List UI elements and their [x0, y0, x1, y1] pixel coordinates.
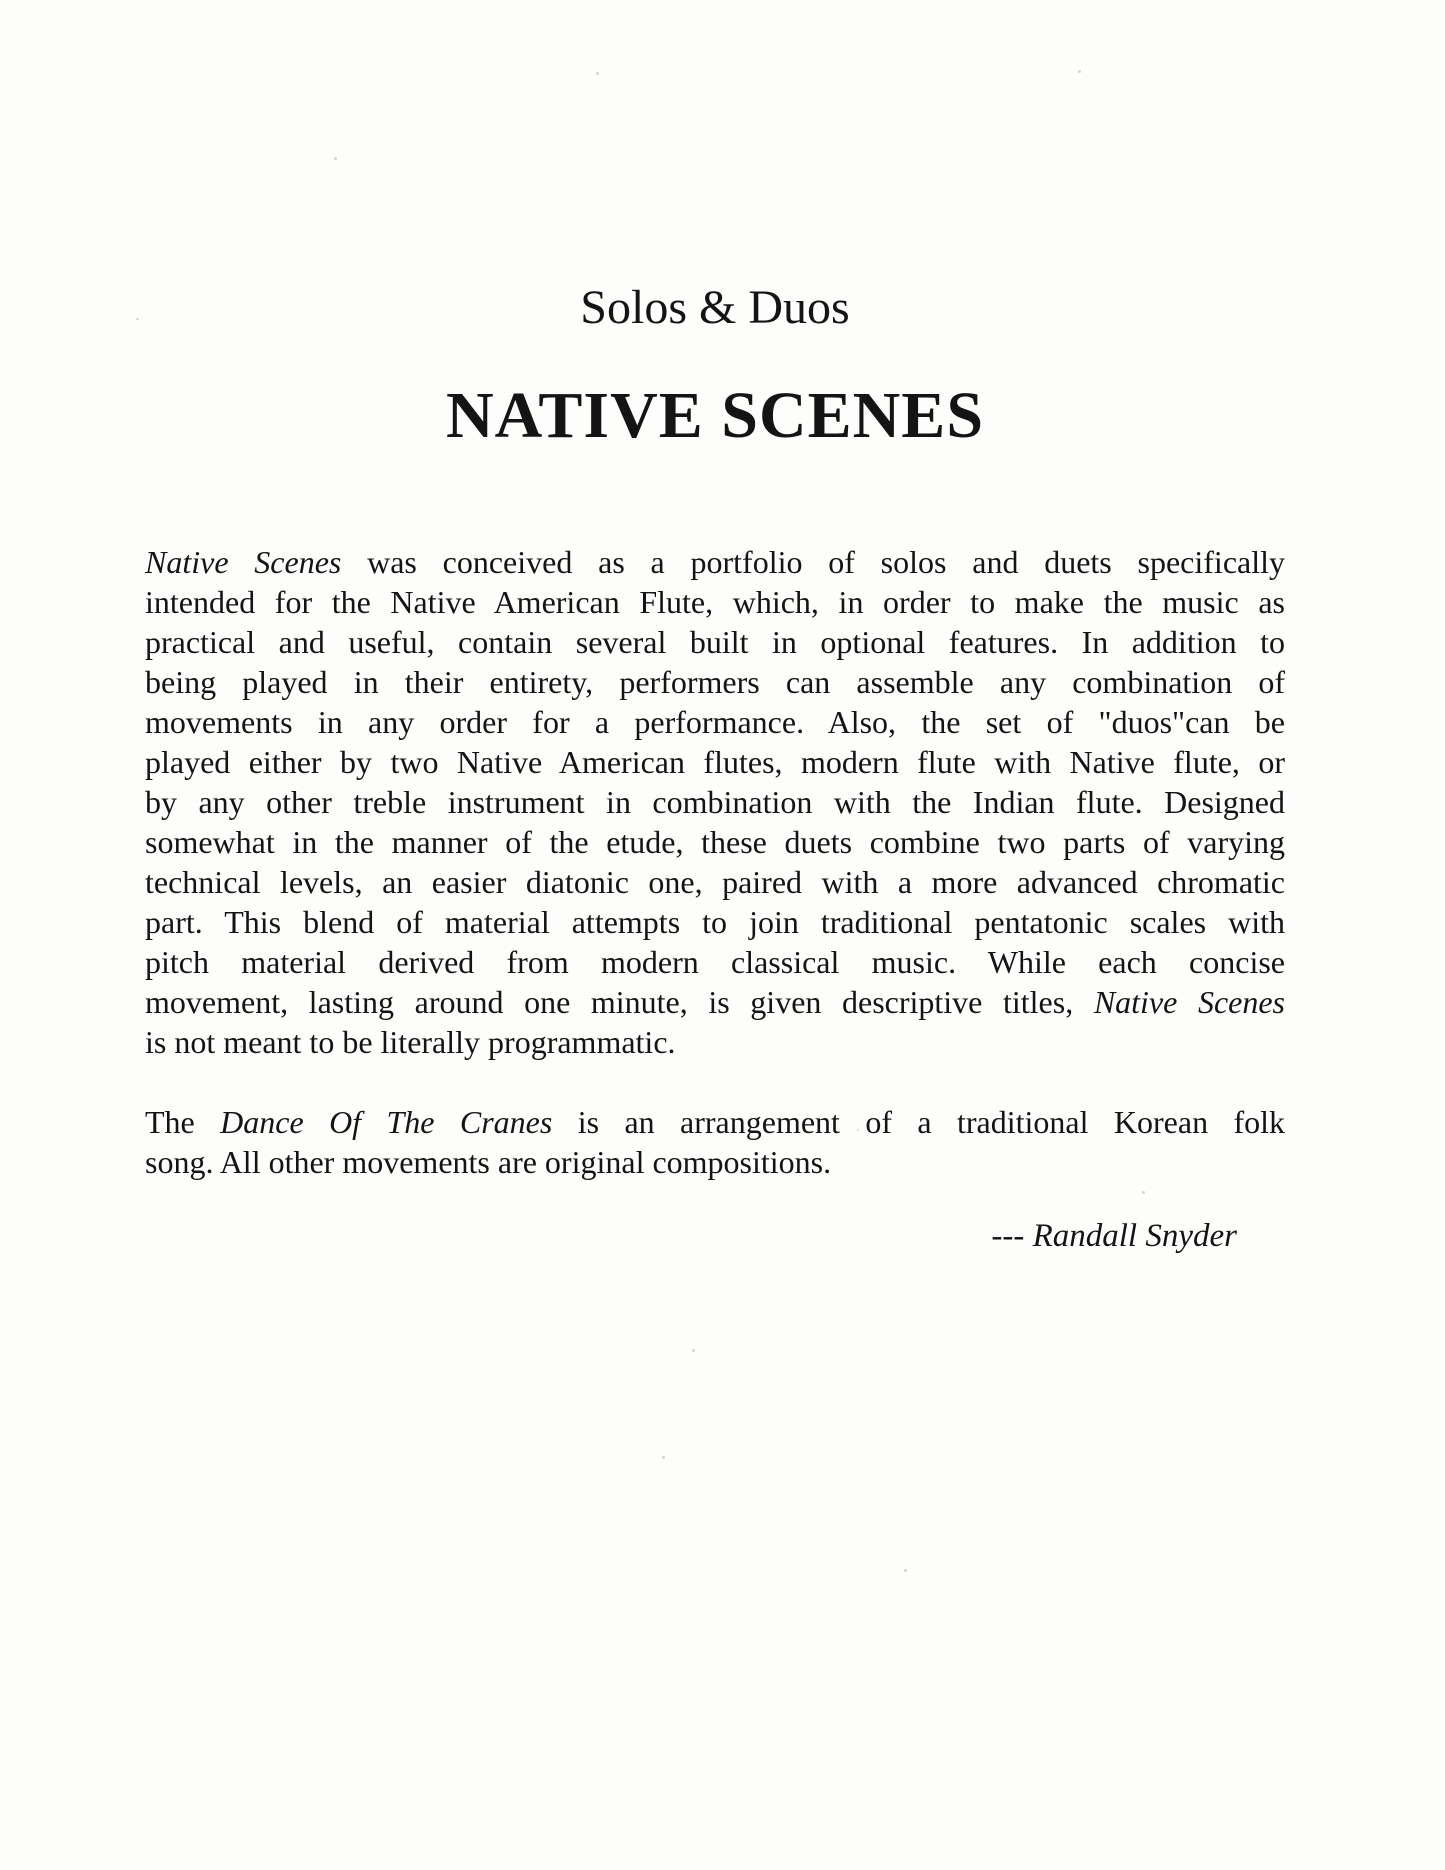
credits-paragraph: [145, 1102, 1285, 1182]
intro-paragraph: [145, 542, 1285, 1062]
text-line: [145, 542, 1285, 582]
page-subtitle: Solos & Duos: [580, 281, 850, 334]
text-line: [145, 582, 1285, 622]
text-line: [145, 1102, 1285, 1142]
author-signature: --- Randall Snyder: [991, 1218, 1237, 1254]
text-line: [145, 942, 1285, 982]
text-line: [145, 622, 1285, 662]
scan-speckle: [904, 1569, 907, 1572]
text-line: [145, 702, 1285, 742]
scan-speckle: [1142, 1191, 1145, 1194]
text-line: [145, 782, 1285, 822]
scan-speckle: [692, 1349, 695, 1352]
scan-speckle: [136, 318, 139, 320]
text-segment: practical and useful, contain several built in optional features. In addition to: [145, 624, 1285, 660]
scan-speckle: [662, 1456, 665, 1459]
text-segment: pitch material derived from modern classical music. While each concise: [145, 944, 1285, 980]
text-segment: part. This blend of material attempts to join traditional pentatonic scales with: [145, 904, 1285, 940]
text-segment: being played in their entirety, performers can assemble any combination of: [145, 664, 1285, 700]
text-segment: technical levels, an easier diatonic one, paired with a more advanced chromatic: [145, 864, 1285, 900]
text-line: [145, 1022, 1285, 1062]
text-line: [145, 1142, 1285, 1182]
text-segment: is not meant to be literally programmatic.: [145, 1024, 676, 1060]
text-line: [145, 662, 1285, 702]
text-segment: somewhat in the manner of the etude, these duets combine two parts of varying: [145, 824, 1285, 860]
text-line: [145, 822, 1285, 862]
text-segment: The: [145, 1104, 221, 1140]
text-line: [145, 982, 1285, 1022]
text-line: [145, 902, 1285, 942]
text-line: [145, 862, 1285, 902]
text-segment: is an arrangement of a traditional Korean folk: [552, 1104, 1286, 1140]
text-segment: song. All other movements are original compositions.: [145, 1144, 832, 1180]
italic-text-segment: Native Scenes: [145, 544, 342, 580]
text-segment: was conceived as a portfolio of solos and duets specifically: [341, 544, 1286, 580]
text-segment: movements in any order for a performance. Also, the set of "duos"can be: [145, 704, 1285, 740]
italic-text-segment: Native Scenes: [1093, 984, 1286, 1020]
text-segment: played either by two Native American flutes, modern flute with Native flute, or: [145, 744, 1285, 780]
scan-speckle: [1078, 70, 1081, 73]
scan-speckle: [334, 157, 337, 160]
page-title: NATIVE SCENES: [445, 379, 985, 452]
text-segment: intended for the Native American Flute, which, in order to make the music as: [145, 584, 1285, 620]
text-line: [145, 742, 1285, 782]
italic-text-segment: Dance Of The Cranes: [220, 1104, 553, 1140]
text-segment: by any other treble instrument in combination with the Indian flute. Designed: [145, 784, 1285, 820]
text-segment: movement, lasting around one minute, is given descriptive titles,: [145, 984, 1094, 1020]
scan-speckle: [596, 72, 599, 75]
